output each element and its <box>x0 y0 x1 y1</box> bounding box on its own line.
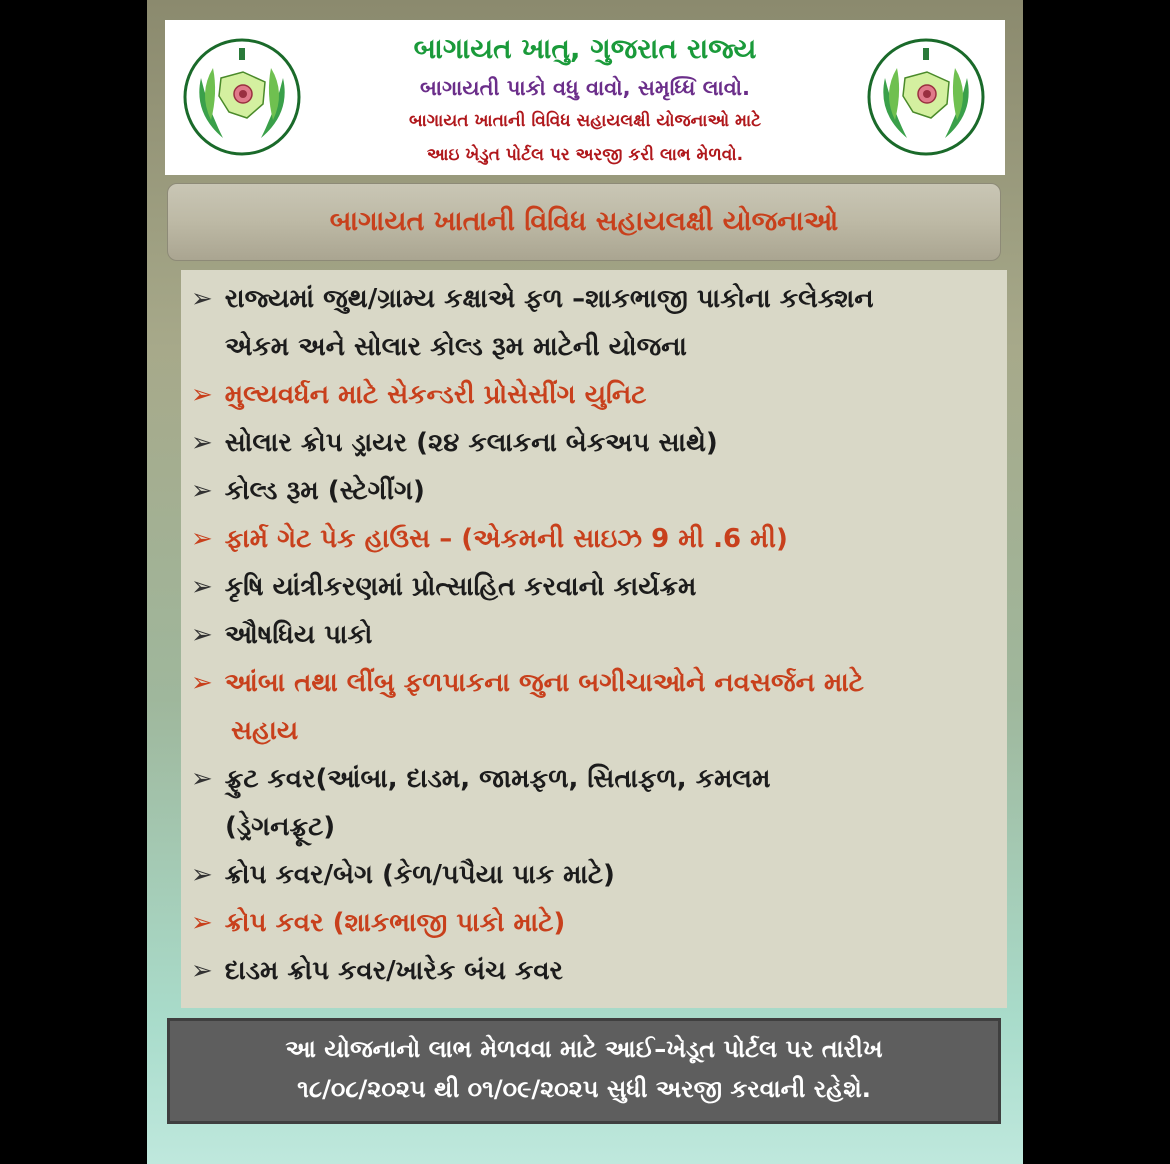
scheme-text: આંબા તથા લીંબુ ફળપાકના જુના બગીચાઓને નવસર્જન માટે <box>224 668 864 698</box>
arrow-icon: ➢ <box>191 524 213 554</box>
footer-line-2: ૧૮/૦૮/૨૦૨૫ થી ૦૧/૦૯/૨૦૨૫ સુધી અરજી કરવાની રહેશે. <box>297 1075 871 1103</box>
scheme-text-continued: એકમ અને સોલાર કોલ્ડ રૂમ માટેની યોજના <box>225 332 687 362</box>
scheme-text: ક્રોપ કવર (શાકભાજી પાકો માટે) <box>224 908 566 938</box>
scheme-item <box>191 476 425 507</box>
scheme-item <box>191 284 874 315</box>
scheme-item <box>191 524 788 555</box>
scheme-text: ક્રોપ કવર/બેગ (કેળ/પપૈયા પાક માટે) <box>224 860 615 890</box>
arrow-icon: ➢ <box>191 668 213 698</box>
schemes-list <box>181 270 1007 1008</box>
footer-notice <box>167 1018 1001 1124</box>
header-portal-line: આઇ ખેડુત પોર્ટલ પર અરજી કરી લાભ મેળવો. <box>426 145 744 165</box>
scheme-text: દાડમ ક્રોપ કવર/ખારેક બંચ કવર <box>224 956 563 986</box>
schemes-banner <box>167 183 1001 261</box>
scheme-item <box>191 620 372 651</box>
arrow-icon: ➢ <box>191 476 213 506</box>
footer-line-1: આ યોજનાનો લાભ મેળવવા માટે આઈ–ખેડૂત પોર્ટલ પર તારીખ <box>285 1035 883 1063</box>
arrow-icon: ➢ <box>191 860 213 890</box>
scheme-text: ફાર્મ ગેટ પેક હાઉસ – (એકમની સાઇઝ 9 મી .6 મી) <box>224 524 788 554</box>
arrow-icon: ➢ <box>191 572 213 602</box>
header-text <box>315 20 855 165</box>
scheme-item <box>191 908 565 939</box>
scheme-text: કોલ્ડ રૂમ (સ્ટેગીંગ) <box>224 476 425 506</box>
scheme-text-continued: (ડ્રેગનફ્રૂટ) <box>225 812 336 842</box>
arrow-icon: ➢ <box>191 428 213 458</box>
scheme-item <box>191 428 718 459</box>
department-logo-left <box>183 38 301 156</box>
arrow-icon: ➢ <box>191 380 213 410</box>
header-subline: બાગાયત ખાતાની વિવિધ સહાયલક્ષી યોજનાઓ માટે <box>408 111 762 131</box>
arrow-icon: ➢ <box>191 908 213 938</box>
scheme-text: કૃષિ યાંત્રીકરણમાં પ્રોત્સાહિત કરવાનો કાર્યક્રમ <box>224 572 697 602</box>
scheme-text: ઔષધિય પાકો <box>224 620 373 650</box>
arrow-icon: ➢ <box>191 764 213 794</box>
scheme-item <box>191 380 646 411</box>
scheme-text: રાજ્યમાં જુથ/ગ્રામ્ય કક્ષાએ ફળ –શાકભાજી પાકોના કલેક્શન <box>224 284 874 314</box>
arrow-icon: ➢ <box>191 620 213 650</box>
header-panel <box>165 20 1005 175</box>
slogan: બાગાયતી પાકો વધુ વાવો, સમૃધ્ધિ લાવો. <box>419 76 751 100</box>
department-logo-right <box>867 38 985 156</box>
scheme-item <box>191 860 615 891</box>
poster <box>147 0 1023 1164</box>
scheme-item <box>191 572 696 603</box>
scheme-text: ફ્રુટ કવર(આંબા, દાડમ, જામફળ, સિતાફળ, કમલમ <box>224 764 771 794</box>
scheme-text: સોલાર ક્રોપ ડ્રાયર (૨૪ કલાકના બેકઅપ સાથે) <box>224 428 718 458</box>
department-title: બાગાયત ખાતુ, ગુજરાત રાજ્ય <box>413 32 757 65</box>
arrow-icon: ➢ <box>191 956 213 986</box>
scheme-item <box>191 764 770 795</box>
scheme-item <box>191 956 563 987</box>
scheme-text-continued: સહાય <box>231 716 299 746</box>
banner-title: બાગાયત ખાતાની વિવિધ સહાયલક્ષી યોજનાઓ <box>329 206 839 237</box>
arrow-icon: ➢ <box>191 284 213 314</box>
scheme-text: મુલ્યવર્ધન માટે સેકન્ડરી પ્રોસેસીંગ યુનિટ <box>224 380 647 410</box>
scheme-item <box>191 668 864 699</box>
